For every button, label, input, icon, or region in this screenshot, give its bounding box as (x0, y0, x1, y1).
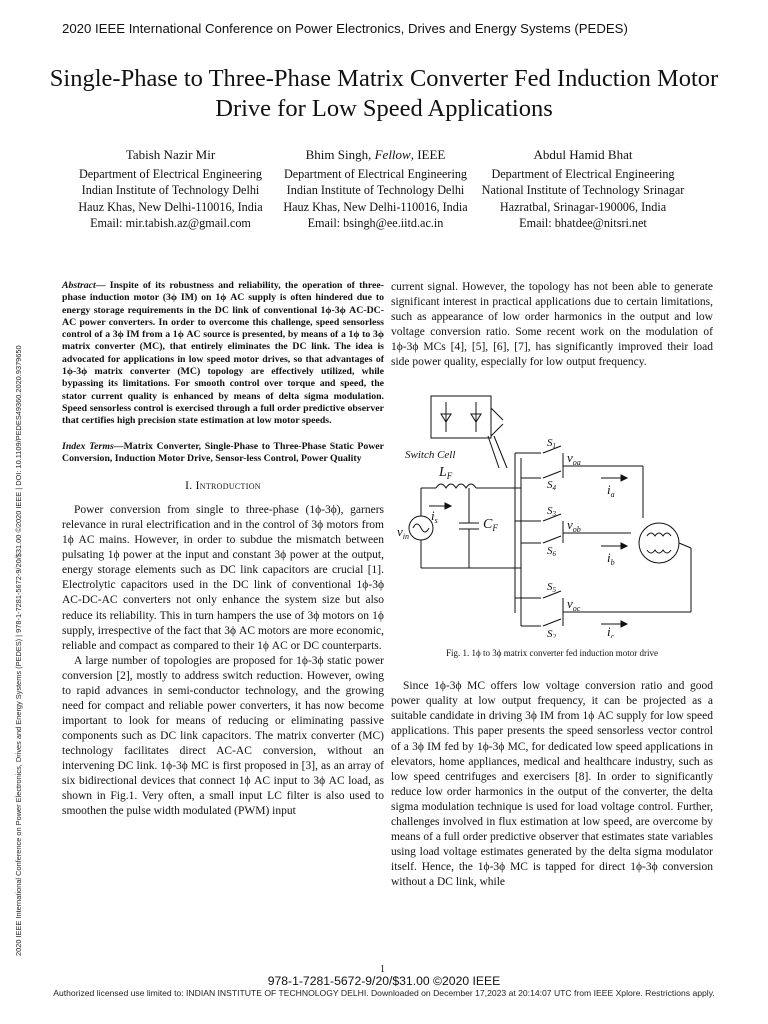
index-terms-label: Index Terms (62, 440, 114, 452)
vin-label (397, 524, 409, 541)
s1-sub: 1 (552, 442, 556, 451)
right-column (391, 280, 713, 890)
s6-label (547, 545, 557, 558)
is-sym: i (431, 508, 435, 524)
switch-s4-icon (543, 471, 561, 478)
license-footer: Authorized licensed use limited to: INDIAN INSTITUTE OF TECHNOLOGY DELHI. Downloaded on December 17,2023 at 20:14:07 UTC from IEEE Xplore. Restrictions apply. (53, 988, 715, 998)
lf-sub: F (446, 471, 453, 482)
s3-sym: S (547, 505, 553, 518)
author-addr: Hauz Khas, New Delhi-110016, India (78, 199, 263, 214)
vob-label (567, 517, 581, 534)
author-dept: Department of Electrical Engineering (491, 166, 675, 181)
s2-label (547, 628, 557, 638)
s2-sym: S (547, 628, 553, 639)
s5-sym: S (547, 581, 553, 594)
voa-sub: oa (572, 458, 581, 468)
author-block-2 (273, 147, 478, 232)
index-terms-text: —Matrix Converter, Single-Phase to Three-Phase Static Power Conversion, Induction Motor Drive, Sensor-less Control, Power Quality (62, 440, 384, 464)
paragraph: current signal. However, the topology has not been able to generate significant interest in practical applications due to certain limitations, such as appearance of low order harmonics in the output and low voltage conversion ratio. Some recent work on the modulation of 1ϕ-3ϕ MCs [4], [5], [6], [7], has significantly improved their load side power quality, especially for low output frequency. (391, 281, 713, 369)
left-column (62, 280, 384, 819)
author-email: Email: bhatdee@nitsri.net (519, 216, 647, 230)
switch-s2-icon (543, 619, 561, 626)
author-dept: Department of Electrical Engineering (283, 166, 468, 181)
s1-label (547, 437, 556, 450)
s3-label (547, 505, 557, 518)
s2-sub: 2 (552, 633, 556, 639)
copyright-line: 978-1-7281-5672-9/20/$31.00 ©2020 IEEE (267, 974, 501, 988)
author-fellow: Fellow (374, 147, 411, 162)
motor-icon (639, 523, 679, 563)
ib-sym: i (607, 550, 611, 566)
figure-1 (391, 388, 713, 638)
s4-label (547, 479, 557, 492)
conference-header: 2020 IEEE International Conference on Power Electronics, Drives and Energy Systems (PEDES) (62, 21, 628, 36)
ib-label (607, 550, 615, 567)
author-addr: Hauz Khas, New Delhi-110016, India (283, 199, 468, 214)
author-block-3 (478, 147, 688, 232)
author-inst: Indian Institute of Technology Delhi (81, 183, 260, 197)
s5-sub: 5 (552, 586, 556, 595)
vob-sym: v (567, 517, 573, 533)
s4-sub: 4 (552, 484, 556, 493)
author-name (273, 147, 478, 164)
side-stamp: 2020 IEEE International Conference on Power Electronics, Drives and Energy Systems (PEDES) | 978-1-7281-5672-9/20/$31.00 ©2020 IEEE | DOI: 10.1109/PEDES49360.2020.9379650 (14, 345, 23, 956)
section-title: Introduction (195, 480, 261, 493)
voa-sym: v (567, 450, 573, 466)
s5-label (547, 581, 557, 594)
ia-label (607, 482, 615, 499)
cf-label (483, 517, 498, 533)
switch-cell-box (431, 396, 491, 438)
paragraph: Since 1ϕ-3ϕ MC offers low voltage conversion ratio and good power quality at low output frequency, it can be projected as a suitable candidate in driving 3ϕ IM from 1ϕ AC supply for low speed applications. This paper presents the speed sensorless vector control of a 3ϕ IM fed by 1ϕ-3ϕ MC, for dedicated low speed applications in elevators, home appliances, medical and healthcare industry, such as low speed centrifuges and exercisers [8]. In order to significantly reduce low order harmonics in the output of the converter, the delta sigma modulation technique is used for load voltage control. Further, challenges involved in flux estimation at low speed, are overcome by means of a full order predictive observer that estimates state variables using load voltage estimates generated by the delta sigma modulator itself. Hence, the 1ϕ-3ϕ MC is tapped for direct 1ϕ-3ϕ conversion without a DC link, while (391, 680, 713, 888)
author-name-plain: Bhim Singh, (305, 147, 375, 162)
ia-sym: i (607, 482, 611, 498)
is-label (431, 508, 438, 525)
author-inst: National Institute of Technology Srinagar (481, 183, 685, 197)
inductor-icon (436, 484, 476, 488)
lf-label (438, 465, 453, 481)
vob-sub: ob (572, 525, 581, 535)
abstract-label: Abstract (62, 280, 96, 291)
ia-sub: a (610, 490, 615, 500)
author-block-1 (68, 147, 273, 232)
s6-sym: S (547, 545, 553, 558)
is-sub: s (434, 516, 438, 526)
s6-sub: 6 (552, 550, 556, 559)
s4-sym: S (547, 479, 553, 492)
paper-title: Single-Phase to Three-Phase Matrix Converter Fed Induction Motor Drive for Low Speed Applications (49, 65, 719, 122)
switch-s6-icon (543, 536, 561, 543)
voc-sym: v (567, 596, 573, 612)
ic-sym: i (607, 624, 611, 639)
ic-sub: c (610, 632, 615, 639)
author-addr: Hazratbal, Srinagar-190006, India (499, 199, 667, 214)
voa-label (567, 450, 581, 467)
figure-caption: Fig. 1. 1ϕ to 3ϕ matrix converter fed induction motor drive (446, 648, 658, 659)
lf-sym: L (439, 465, 447, 481)
paragraph: A large number of topologies are proposed for 1ϕ-3ϕ static power conversion [2], mostly to address switch reduction. However, owing to rapid advances in semi-conductor technology, and the growing need for compact and reliable power converters, it has now become important to look for means of reducing or eliminating passive components such as DC link capacitors. The matrix converter (MC) technology facilitates direct AC-AC conversion, without an intervening DC link. 1ϕ-3ϕ MC is first proposed in [3], as an array of six bidirectional devices that connect 1ϕ AC input to 3ϕ AC load, as shown in Fig.1. Very often, a small input LC filter is also used to smoothen the pulse width modulated (PWM) input (62, 654, 384, 818)
author-dept: Department of Electrical Engineering (78, 166, 263, 181)
author-name: Tabish Nazir Mir (125, 147, 216, 162)
index-terms (62, 441, 384, 466)
abstract-text: — Inspite of its robustness and reliability, the operation of three-phase induction motor (3ϕ IM) on 1ϕ AC supply is often hindered due to energy storage requirements in the DC link of conventional 1ϕ-3ϕ AC-DC-AC power converters. In order to overcome this challenge, speed sensorless control of a 3ϕ IM from a 1ϕ AC source is presented, by means of a 1ϕ to 3ϕ matrix converter (MC), that entirely eliminates the DC link. The idea is advocated for applications in low speed motor drives, so that advantages of 1ϕ-3ϕ matrix converter (MC) topology are effectively utilized, while bypassing its limitations. For smooth control over torque and speed, the stator current quality is enhanced by means of delta sigma modulation. Speed sensorless control is exercised through a full order predictive observer that certifies high precision state estimation at low motor speeds. (62, 280, 384, 427)
vin-sub: in (402, 532, 410, 542)
author-inst: Indian Institute of Technology Delhi (286, 183, 465, 197)
section-heading (62, 479, 384, 494)
voc-sub: oc (572, 604, 581, 614)
ic-label (607, 624, 615, 638)
circuit-diagram (391, 388, 713, 638)
cf-sym: C (483, 517, 493, 533)
s1-sym: S (547, 437, 553, 450)
vin-sym: v (397, 524, 403, 540)
section-number: I. (185, 480, 193, 493)
page-number: 1 (380, 964, 385, 975)
switch-cell-label: Switch Cell (405, 449, 456, 462)
author-name: Abdul Hamid Bhat (533, 147, 633, 162)
voc-label (567, 596, 581, 613)
s3-sub: 3 (552, 510, 556, 519)
author-email: Email: bsingh@ee.iitd.ac.in (307, 216, 444, 230)
ib-sub: b (610, 558, 615, 568)
author-email: Email: mir.tabish.az@gmail.com (90, 216, 251, 230)
abstract (62, 280, 384, 428)
cf-sub: F (492, 523, 498, 534)
author-name-suffix: , IEEE (410, 147, 446, 162)
paragraph: Power conversion from single to three-phase (1ϕ-3ϕ), garners relevance in rural electrification and in the control of 3ϕ motors from 1ϕ AC mains. However, in order to subdue the mismatch between pulsating 1ϕ power at the input and constant 3ϕ power at the output, energy storage elements such as DC link capacitors are crucial [1]. Electrolytic capacitors used in the DC link of conventional 1ϕ-3ϕ AC-DC-AC converters not only enhance the system size but also reduce its reliability. This in turn hampers the use of 3ϕ motors on 1ϕ supply, irrespective of the fact that 3ϕ AC motors are more economic, reliable and compact as compared to their 1ϕ AC or DC counterparts. (62, 504, 384, 652)
